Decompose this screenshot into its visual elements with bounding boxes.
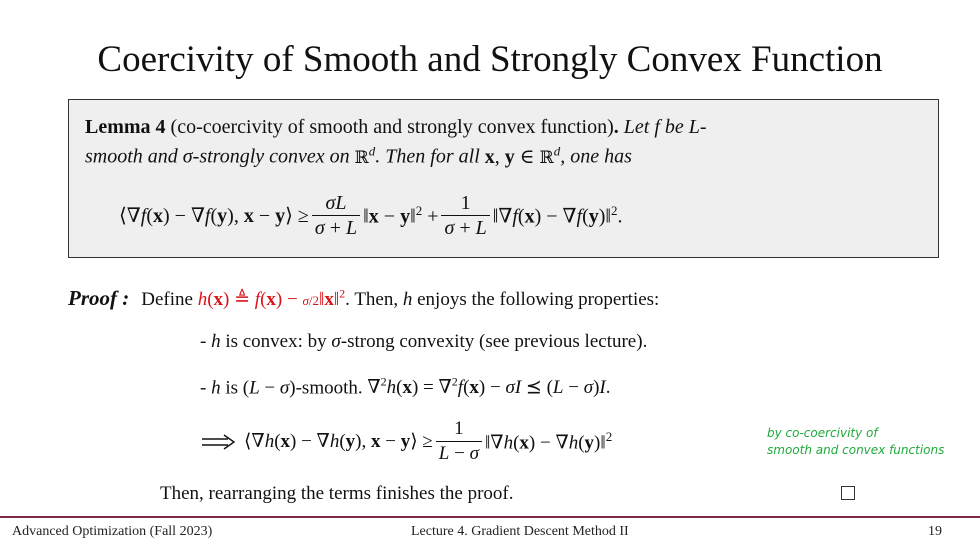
- ineq-lhs: ⟨∇f(x) − ∇f(y), x − y⟩ ≥: [119, 205, 309, 227]
- lemma-box: [68, 99, 939, 258]
- footer-course: Advanced Optimization (Fall 2023): [12, 524, 213, 539]
- math-sigma: σ: [331, 331, 341, 352]
- side-note-line-2: smooth and convex functions: [767, 443, 945, 457]
- lemma-paren: (co-coercivity of smooth and strongly convex function): [165, 116, 614, 138]
- lemma-text-a: Let: [618, 116, 655, 138]
- math-h: h: [211, 331, 221, 352]
- qed-square-icon: [841, 486, 855, 500]
- bullet-2-text-2: -smooth.: [295, 377, 368, 399]
- lemma-label: Lemma 4: [85, 116, 166, 138]
- ineq-term-1: ‖x − y‖$^2$ +: [363, 202, 439, 228]
- math-h: h: [402, 289, 413, 310]
- implication-row: [200, 418, 612, 465]
- lemma-text-d: smooth and: [85, 145, 183, 168]
- bullet-smooth: [200, 375, 610, 399]
- bullet-dash: -: [200, 331, 212, 352]
- lemma-text-c: -: [699, 116, 707, 138]
- double-right-arrow-icon: [200, 434, 236, 450]
- lemma-line-2: [85, 143, 632, 169]
- slide-title: Coercivity of Smooth and Strongly Convex Function: [97, 39, 883, 80]
- side-note: [767, 425, 944, 459]
- footer-page: 19: [928, 524, 942, 539]
- frac-one-over: $\frac{1}{\sigma + L}$: [441, 192, 489, 239]
- lemma-inequality: [119, 192, 623, 239]
- bullet-1-text: is convex: by: [220, 331, 332, 352]
- proof-line: [68, 286, 659, 311]
- side-note-line-1: by co-coercivity of: [767, 426, 878, 440]
- bullet-1-text-2: -strong convexity (see previous lecture).: [340, 331, 648, 352]
- math-L: L: [688, 116, 700, 138]
- math-xy-in-Rd: x, y ∈ ℝ$^d$: [484, 143, 561, 168]
- math-h: h: [211, 377, 221, 399]
- bullet-2-text: is: [220, 377, 243, 399]
- frac-one-over-L-minus-sigma: $\frac{1}{L - \sigma}$: [436, 418, 482, 465]
- footer-lecture: Lecture 4. Gradient Descent Method II: [411, 524, 629, 539]
- math-L-minus-sigma: (L − σ): [242, 377, 296, 399]
- lemma-line-1: [85, 116, 707, 139]
- math-f: f: [654, 116, 660, 138]
- lemma-period: .: [613, 116, 619, 138]
- lemma-text-f: . Then for all: [375, 145, 485, 168]
- proof-then: . Then,: [345, 289, 403, 310]
- lemma-text-g: , one has: [560, 145, 632, 168]
- lemma-text-e: -strongly convex on: [192, 145, 355, 168]
- lemma-text-b: be: [659, 116, 689, 138]
- proof-label: Proof :: [68, 286, 130, 310]
- closing-text: Then, rearranging the terms finishes the proof.: [160, 483, 514, 504]
- proof-define: Define: [141, 289, 198, 310]
- implication-rhs: ‖∇h(x) − ∇h(y)‖$^2$: [484, 428, 613, 454]
- implication-lhs: ⟨∇h(x) − ∇h(y), x − y⟩ ≥: [244, 431, 433, 452]
- math-hessian: ∇$^2$h(x) = ∇$^2$f(x) − σI ⪯ (L − σ)I.: [367, 375, 611, 399]
- ineq-term-2: ‖∇f(x) − ∇f(y)‖$^2$.: [492, 202, 623, 228]
- bullet-dash: -: [200, 377, 212, 399]
- proof-enjoys: enjoys the following properties:: [412, 289, 660, 310]
- bullet-convex: [200, 331, 647, 353]
- def-h: h(x) ≜ f(x) − σ/2‖x‖$^2$: [197, 286, 346, 310]
- math-Rd: ℝ$^d$: [354, 143, 376, 168]
- math-sigma: σ: [182, 145, 193, 168]
- frac-sigmaL: $\frac{\sigma L}{\sigma + L}$: [312, 192, 360, 239]
- footer-rule: [0, 516, 980, 518]
